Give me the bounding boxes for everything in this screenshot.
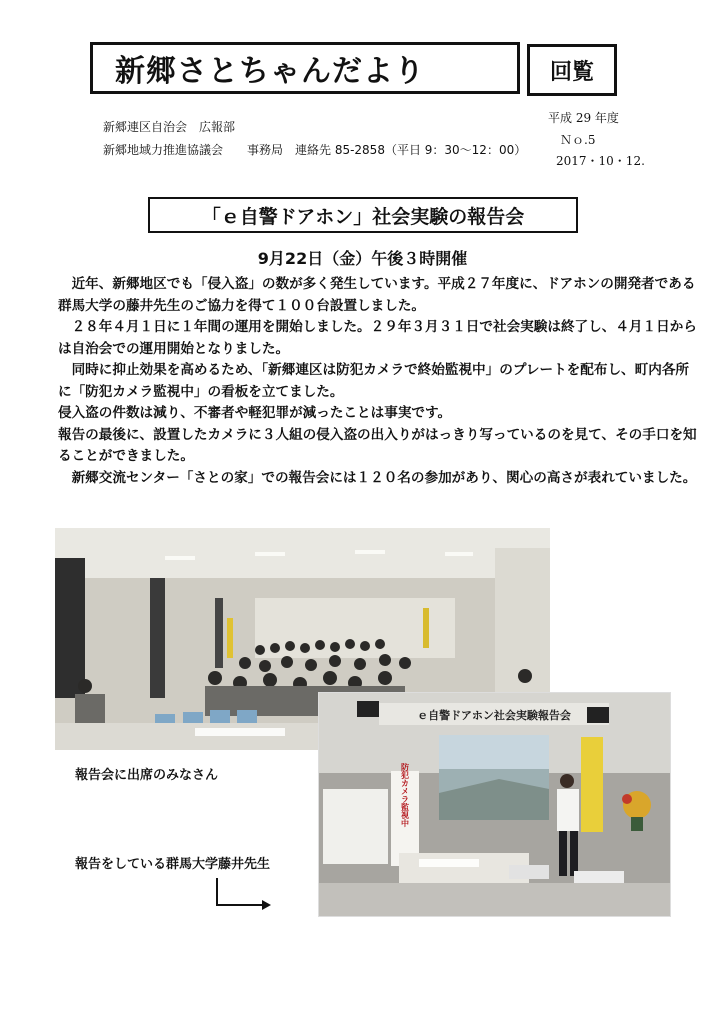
speaker-photo (318, 692, 671, 917)
article-body (58, 274, 698, 489)
newsletter-title-text: 新郷さとちゃんだより (115, 54, 425, 89)
circulation-label (527, 44, 617, 96)
paragraph: 近年、新郷地区でも「侵入盗」の数が多く発生しています。平成２７年度に、ドアホンの開発者である群馬大学の藤井先生のご協力を得て１００台設置しました。 (58, 276, 696, 314)
arrow-icon (216, 878, 218, 906)
event-date: 9月22日（金）午後３時開催 (257, 249, 468, 268)
paragraph: 侵入盗の件数は減り、不審者や軽犯罪が減ったことは事実です。 (58, 405, 452, 421)
paragraph: 報告の最後に、設置したカメラに３人組の侵入盗の出入りがはっきり写っているのを見て、その手口を知ることができました。 (58, 426, 697, 464)
issue-date: 2017・10・12. (556, 154, 645, 168)
speaker-photo-image (319, 693, 671, 917)
paragraph: 新郷交流センター「さとの家」での報告会には１２０名の参加があり、関心の高さが表れていました。 (58, 469, 697, 486)
article-headline-text: 「ｅ自警ドアホン」社会実験の報告会 (201, 205, 525, 228)
fiscal-year: 平成 29 年度 (548, 111, 619, 125)
camera-sign: 防犯カメラ監視中 (400, 763, 410, 827)
paragraph: 同時に抑止効果を高めるため、「新郷連区は防犯カメラで終始監視中」のプレートを配布し、町内各所に「防犯カメラ監視中」の看板を立てました。 (58, 362, 690, 400)
arrow-head-icon (262, 900, 271, 910)
audience-caption: 報告会に出席のみなさん (75, 768, 219, 783)
paragraph: ２８年４月１日に１年間の運用を開始しました。２９年３月３１日で社会実験は終了し、４月１日からは自治会での運用開始となりました。 (58, 319, 697, 357)
org-line-2: 新郷地域力推進協議会 事務局 連絡先 85-2858（平日 9：30～12：00） (103, 143, 527, 157)
arrow-shaft (216, 904, 266, 906)
slide-banner: ｅ自警ドアホン社会実験報告会 (417, 709, 571, 722)
newsletter-title (90, 42, 520, 94)
issue-number: Ｎｏ.5 (560, 133, 596, 147)
article-headline (148, 197, 578, 233)
circulation-text: 回覧 (549, 59, 594, 85)
org-line-1: 新郷連区自治会 広報部 (103, 120, 236, 134)
speaker-caption: 報告をしている群馬大学藤井先生 (75, 857, 271, 872)
